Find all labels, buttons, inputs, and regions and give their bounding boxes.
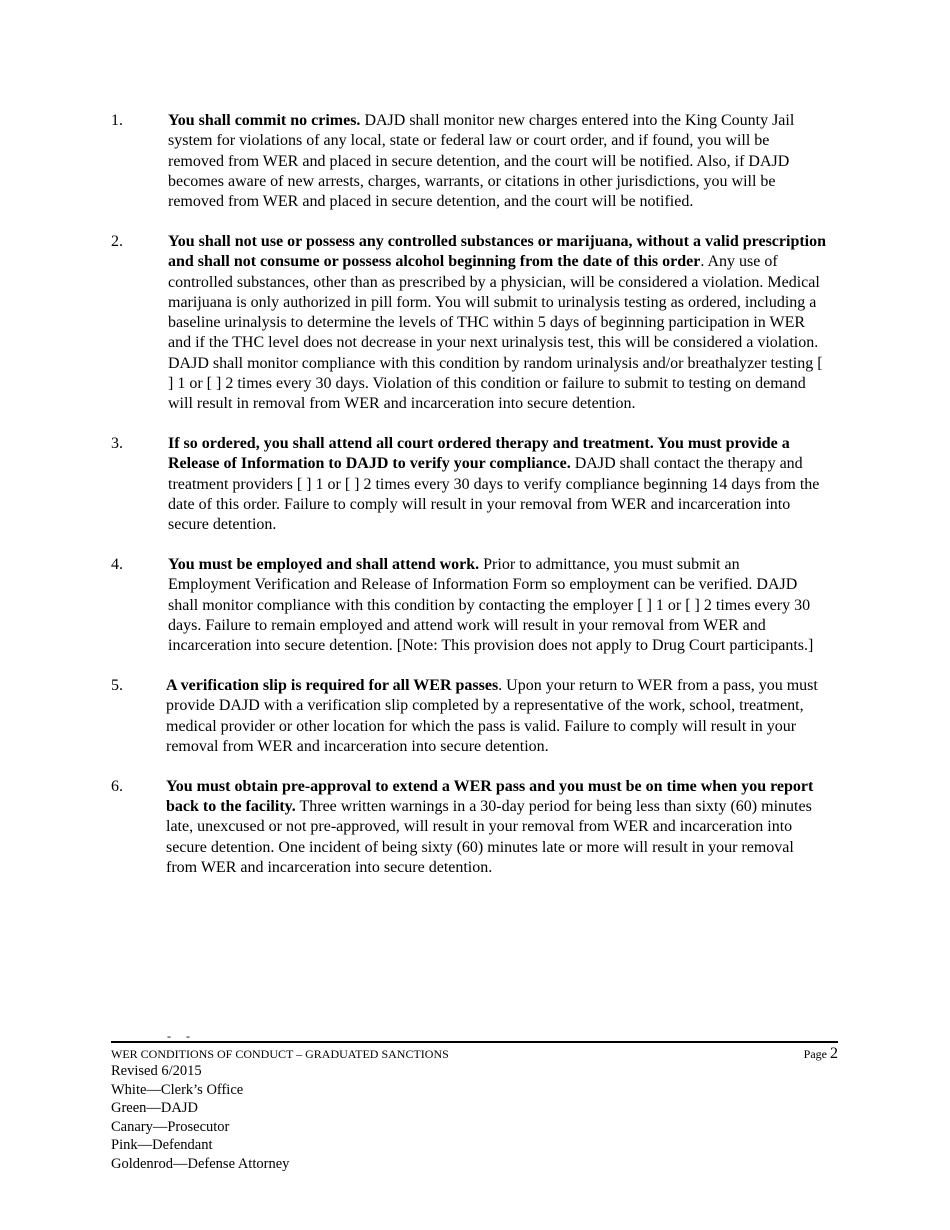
- condition-heading: You must be employed and shall attend work.: [168, 556, 480, 574]
- page-number: [804, 1045, 838, 1063]
- footer-divider: [111, 1041, 838, 1043]
- condition-item-6: [111, 777, 826, 878]
- page-label: Page: [803, 1047, 827, 1061]
- condition-number: 6.: [111, 777, 123, 795]
- condition-text: DAJD shall contact the therapy and treatment providers [ ] 1 or [ ] 2 times every 30 days to verify compliance beginning 14 days from the date of this order. Failure to comply will result in your removal from WER and incarceration into secure detention.: [168, 455, 820, 534]
- condition-number: 4.: [111, 556, 123, 574]
- footer-marks: - -: [167, 1029, 196, 1043]
- conditions-list: [111, 111, 826, 898]
- condition-number: 5.: [111, 677, 123, 695]
- condition-heading: You shall not use or possess any controlled substances or marijuana, without a valid prescription and shall not consume or possess alcohol beginning from the date of this order: [168, 232, 827, 271]
- page-number-value: 2: [830, 1045, 838, 1062]
- condition-item-2: [111, 232, 826, 415]
- revised-date: Revised 6/2015: [111, 1063, 202, 1079]
- copy-line: Green—DAJD: [111, 1100, 198, 1116]
- copy-line: Pink—Defendant: [111, 1137, 213, 1153]
- footer-title: WER CONDITIONS OF CONDUCT – GRADUATED SANCTIONS: [111, 1047, 449, 1061]
- copy-line: White—Clerk’s Office: [111, 1081, 244, 1098]
- condition-heading: You shall commit no crimes.: [168, 112, 361, 129]
- condition-heading: You must obtain pre-approval to extend a WER pass and you must be on time when you report back to the facility.: [166, 777, 814, 816]
- condition-item-4: [111, 555, 826, 656]
- condition-text: . Upon your return to WER from a pass, you must provide DAJD with a verification slip completed by a representative of the work, school, treatment, medical provider or other location for which the pass is valid. Failure to comply will result in your removal from WER and incarceration into secure detention.: [166, 677, 818, 756]
- copy-distribution: [111, 1062, 289, 1173]
- condition-number: 3.: [111, 435, 123, 453]
- condition-heading: A verification slip is required for all WER passes: [166, 677, 499, 695]
- condition-text: Prior to admittance, you must submit an Employment Verification and Release of Information Form so employment can be verified. DAJD shall monitor compliance with this condition by contacting the employer [ ] 1 or [ ] 2 times every 30 days. Failure to remain employed and attend work will result in your removal from WER and incarceration into secure detention. [Note: This provision does not apply to Drug Court participants.]: [168, 556, 814, 655]
- condition-number: 2.: [111, 232, 123, 250]
- condition-item-3: [111, 434, 826, 535]
- condition-text: DAJD shall monitor new charges entered into the King County Jail system for violations of any local, state or federal law or court order, and if found, you will be removed from WER and placed in secure detention, and the court will be notified. Also, if DAJD becomes aware of new arrests, charges, warrants, or citations in other jurisdictions, you will be removed from WER and placed in secure detention, and the court will be notified.: [168, 112, 795, 211]
- condition-text: . Any use of controlled substances, other than as prescribed by a physician, will be considered a violation. Medical marijuana is only authorized in pill form. You will submit to urinalysis testing as ordered, including a baseline urinalysis to determine the levels of THC within 5 days of beginning participation in WER and if the THC level does not decrease in your next urinalysis test, this will be considered a violation. DAJD shall monitor compliance with this condition by random urinalysis and/or breathalyzer testing [ ] 1 or [ ] 2 times every 30 days. Violation of this condition or failure to submit to testing on demand will result in removal from WER and incarceration into secure detention.: [168, 253, 823, 413]
- condition-heading: If so ordered, you shall attend all court ordered therapy and treatment. You must provide a Release of Information to DAJD to verify your compliance.: [168, 435, 790, 473]
- copy-line: Goldenrod—Defense Attorney: [111, 1155, 290, 1172]
- condition-item-1: [111, 111, 826, 212]
- condition-number: 1.: [111, 112, 123, 129]
- copy-line: Canary—Prosecutor: [111, 1118, 230, 1135]
- condition-text: Three written warnings in a 30-day period for being less than sixty (60) minutes late, unexcused or not pre-approved, will result in your removal from WER and incarceration into secure detention. One incident of being sixty (60) minutes late or more will result in your removal from WER and incarceration into secure detention.: [166, 798, 812, 876]
- condition-item-5: [111, 676, 826, 757]
